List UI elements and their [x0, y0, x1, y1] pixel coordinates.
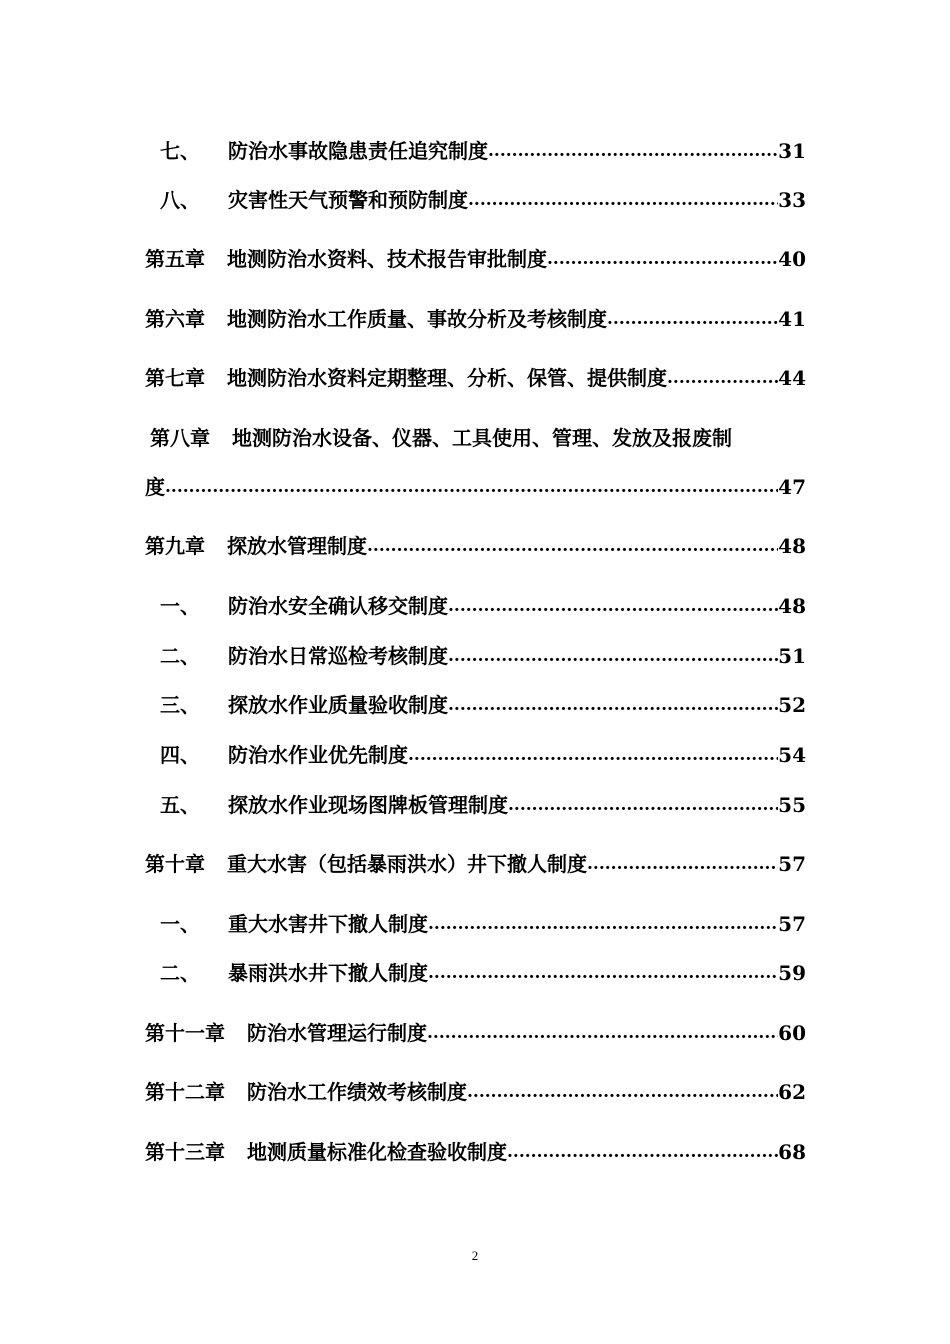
entry-page: 57	[778, 852, 806, 876]
entry-page: 57	[778, 912, 806, 936]
entry-title-continued: 度	[145, 475, 165, 499]
dot-leader	[408, 740, 778, 770]
dot-leader	[607, 304, 778, 334]
entry-page: 47	[778, 475, 806, 499]
toc-entry-wrapped-line1	[150, 423, 806, 453]
dot-leader	[468, 185, 778, 215]
dot-leader	[467, 1077, 778, 1107]
entry-number: 五、	[160, 793, 200, 817]
entry-page: 40	[778, 247, 806, 271]
entry-page: 55	[778, 793, 806, 817]
entry-page: 68	[778, 1140, 806, 1164]
entry-number: 第九章	[145, 534, 205, 558]
toc-entry	[160, 909, 806, 939]
page-number: 2	[471, 1248, 479, 1263]
entry-page: 48	[778, 534, 806, 558]
entry-number: 第十二章	[145, 1080, 225, 1104]
toc-entry	[160, 185, 806, 215]
entry-title: 地测质量标准化检查验收制度	[247, 1140, 507, 1164]
toc-entry	[145, 244, 806, 274]
entry-number: 第十一章	[145, 1021, 225, 1045]
entry-title: 探放水作业现场图牌板管理制度	[228, 793, 508, 817]
entry-title: 灾害性天气预警和预防制度	[228, 188, 468, 212]
toc-entry	[160, 958, 806, 988]
entry-number: 七、	[160, 139, 200, 163]
toc-entry	[145, 1077, 806, 1107]
dot-leader	[165, 472, 778, 502]
dot-leader	[508, 790, 778, 820]
entry-title: 地测防治水资料定期整理、分析、保管、提供制度	[227, 366, 667, 390]
dot-leader	[488, 136, 778, 166]
dot-leader	[427, 1018, 778, 1048]
entry-page: 62	[778, 1080, 806, 1104]
toc-entry	[145, 304, 806, 334]
dot-leader	[667, 363, 778, 393]
entry-page: 41	[778, 307, 806, 331]
entry-page: 31	[778, 139, 806, 163]
dot-leader	[367, 531, 778, 561]
entry-title: 防治水管理运行制度	[247, 1021, 427, 1045]
entry-page: 51	[778, 644, 806, 668]
entry-title: 防治水事故隐患责任追究制度	[228, 139, 488, 163]
toc-entry	[145, 1137, 806, 1167]
toc-entry	[145, 849, 806, 879]
entry-number: 第十章	[145, 852, 205, 876]
entry-page: 52	[778, 693, 806, 717]
entry-title: 防治水安全确认移交制度	[228, 594, 448, 618]
dot-leader	[448, 690, 778, 720]
toc-entry	[160, 690, 806, 720]
toc-entry	[160, 136, 806, 166]
entry-number: 二、	[160, 644, 200, 668]
toc-entry	[160, 740, 806, 770]
toc-entry	[145, 1018, 806, 1048]
entry-number: 三、	[160, 693, 200, 717]
entry-number: 第七章	[145, 366, 205, 390]
entry-number: 第六章	[145, 307, 205, 331]
entry-title: 暴雨洪水井下撤人制度	[228, 961, 428, 985]
toc-entry	[160, 641, 806, 671]
entry-page: 54	[778, 743, 806, 767]
dot-leader	[547, 244, 778, 274]
entry-number: 第十三章	[145, 1140, 225, 1164]
dot-leader	[448, 641, 778, 671]
entry-number: 八、	[160, 188, 200, 212]
entry-number: 第八章	[150, 426, 210, 450]
entry-title: 地测防治水资料、技术报告审批制度	[227, 247, 547, 271]
dot-leader	[448, 591, 778, 621]
entry-title: 防治水工作绩效考核制度	[247, 1080, 467, 1104]
entry-title: 地测防治水设备、仪器、工具使用、管理、发放及报废制	[232, 426, 732, 450]
entry-number: 一、	[160, 912, 200, 936]
toc-entry	[160, 790, 806, 820]
dot-leader	[428, 958, 778, 988]
entry-number: 二、	[160, 961, 200, 985]
entry-title: 重大水害（包括暴雨洪水）井下撤人制度	[227, 852, 587, 876]
entry-title: 防治水作业优先制度	[228, 743, 408, 767]
toc-entry	[145, 531, 806, 561]
entry-title: 地测防治水工作质量、事故分析及考核制度	[227, 307, 607, 331]
toc-entry	[145, 363, 806, 393]
entry-page: 60	[778, 1021, 806, 1045]
dot-leader	[428, 909, 778, 939]
entry-title: 探放水管理制度	[227, 534, 367, 558]
entry-page: 44	[778, 366, 806, 390]
dot-leader	[507, 1137, 778, 1167]
entry-page: 48	[778, 594, 806, 618]
entry-number: 一、	[160, 594, 200, 618]
entry-title: 探放水作业质量验收制度	[228, 693, 448, 717]
entry-number: 四、	[160, 743, 200, 767]
entry-page: 33	[778, 188, 806, 212]
entry-page: 59	[778, 961, 806, 985]
toc-entry	[160, 591, 806, 621]
dot-leader	[587, 849, 778, 879]
entry-title: 防治水日常巡检考核制度	[228, 644, 448, 668]
entry-number: 第五章	[145, 247, 205, 271]
entry-title: 重大水害井下撤人制度	[228, 912, 428, 936]
toc-entry-wrapped-line2	[145, 472, 806, 502]
